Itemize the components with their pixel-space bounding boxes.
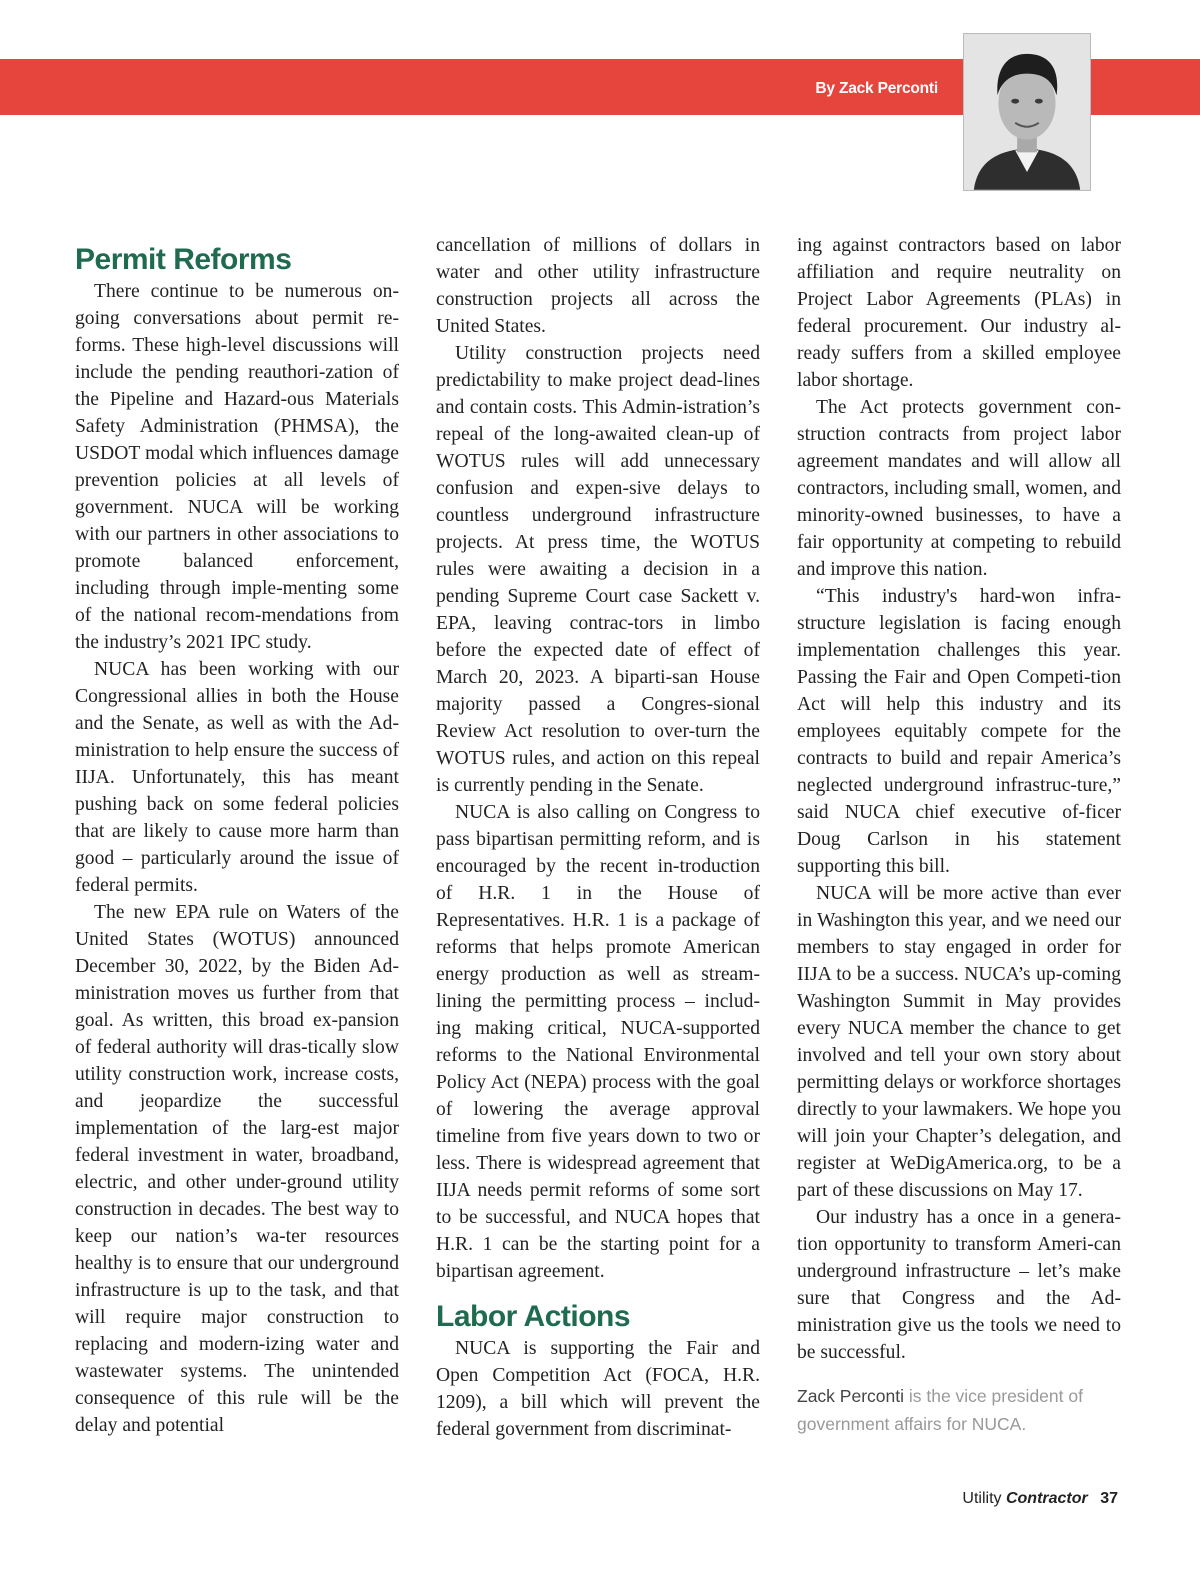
- paragraph: NUCA is supporting the Fair and Open Competition Act (FOCA, H.R. 1209), a bill which will prevent the federal government from discriminat-: [436, 1338, 760, 1440]
- page-footer: [962, 1490, 1118, 1508]
- paragraph: There continue to be numerous on-going conversations about permit re-forms. These high-level discussions will include the pending reauthori-zation of the Pipeline and Hazard-ous Materials Safety Administration (PHMSA), the USDOT modal which influences damage prevention policies at all levels of government. NUCA will be working with our partners in other associations to promote balanced enforcement, including through imple-menting some of the national recom-mendations from the industry’s 2021 IPC study.: [75, 281, 399, 653]
- magazine-name-part2: Contractor: [1005, 1490, 1088, 1507]
- column-2: [436, 232, 760, 1443]
- paragraph: “This industry's hard-won infra-structure legislation is facing enough implementation challenges this year. Passing the Fair and Open Competi-tion Act will help this industry and its employees equitably compete for the contracts to build and repair America’s neglected underground infrastruc-ture,” said NUCA chief executive of-ficer Doug Carlson in his statement supporting this bill.: [797, 586, 1121, 877]
- author-photo: [963, 33, 1091, 191]
- paragraph: Utility construction projects need predictability to make project dead-lines and contain costs. This Admin-istration’s repeal of the long-awaited clean-up of WOTUS rules will add unnecessary confusion and expen-sive delays to countless underground infrastructure projects. At press time, the WOTUS rules were awaiting a decision in a pending Supreme Court case Sackett v. EPA, leaving contrac-tors in limbo before the expected date of effect of March 20, 2023. A biparti-san House majority passed a Congres-sional Review Act resolution to over-turn the WOTUS rules, and action on this repeal is currently pending in the Senate.: [436, 343, 760, 796]
- paragraph: NUCA has been working with our Congressional allies in both the House and the Senate, as well as with the Ad-ministration to help ensure the success of IIJA. Unfortunately, this has meant pushing back on some federal policies that are likely to cause more harm than good – particularly around the issue of federal permits.: [75, 659, 399, 896]
- author-byline: By Zack Perconti: [815, 80, 938, 97]
- column-1: [75, 232, 399, 1439]
- paragraph: NUCA will be more active than ever in Washington this year, and we need our members to stay engaged in order for IIJA to be a success. NUCA’s up-coming Washington Summit in May provides every NUCA member the chance to get involved and tell your own story about permitting delays or workforce shortages directly to your lawmakers. We hope you will join your Chapter’s delegation, and register at WeDigAmerica.org, to be a part of these discussions on May 17.: [797, 883, 1121, 1201]
- bio-text: is the vice president of government affairs for NUCA.: [797, 1386, 1083, 1434]
- paragraph: The Act protects government con-struction contracts from project labor agreement mandates and will allow all contractors, including small, women, and minority-owned businesses, to have a fair opportunity at competing to rebuild and improve this nation.: [797, 397, 1121, 580]
- labor-actions-heading: Labor Actions: [436, 1300, 631, 1333]
- page-number: 37: [1100, 1490, 1118, 1507]
- author-bio: [797, 1382, 1121, 1438]
- magazine-name-part1: Utility: [962, 1490, 1002, 1507]
- column-3: [797, 232, 1121, 1438]
- permit-reforms-heading: Permit Reforms: [75, 243, 292, 276]
- paragraph: The new EPA rule on Waters of the United States (WOTUS) announced December 30, 2022, by the Biden Ad-ministration moves us further from that goal. As written, this broad ex-pansion of federal authority will dras-tically slow utility construction work, increase costs, and jeopardize the successful implementation of the larg-est major federal investment in water, broadband, electric, and other under-ground utility construction in decades. The best way to keep our nation’s wa-ter resources healthy is to ensure that our underground infrastructure is up to the task, and that will require major construction to replacing and modern-izing water and wastewater systems. The unintended consequence of this rule will be the delay and potential: [75, 902, 399, 1436]
- paragraph: cancellation of millions of dollars in water and other utility infrastructure construction projects all across the United States.: [436, 235, 760, 337]
- bio-author-name: Zack Perconti: [797, 1386, 904, 1406]
- paragraph: ing against contractors based on labor affiliation and require neutrality on Project Labor Agreements (PLAs) in federal procurement. Our industry al-ready suffers from a skilled employee labor shortage.: [797, 235, 1121, 391]
- paragraph: Our industry has a once in a genera-tion opportunity to transform Ameri-can underground infrastructure – let’s make sure that Congress and the Ad-ministration give us the tools we need to be successful.: [797, 1207, 1121, 1363]
- paragraph: NUCA is also calling on Congress to pass bipartisan permitting reform, and is encouraged by the recent in-troduction of H.R. 1 in the House of Representatives. H.R. 1 is a package of reforms that helps promote American energy production as well as stream-lining the permitting process – includ-ing making critical, NUCA-supported reforms to the National Environmental Policy Act (NEPA) process with the goal of lowering the average approval timeline from five years down to two or less. There is widespread agreement that IIJA needs permit reforms of some sort to be successful, and NUCA hopes that H.R. 1 can be the starting point for a bipartisan agreement.: [436, 802, 760, 1282]
